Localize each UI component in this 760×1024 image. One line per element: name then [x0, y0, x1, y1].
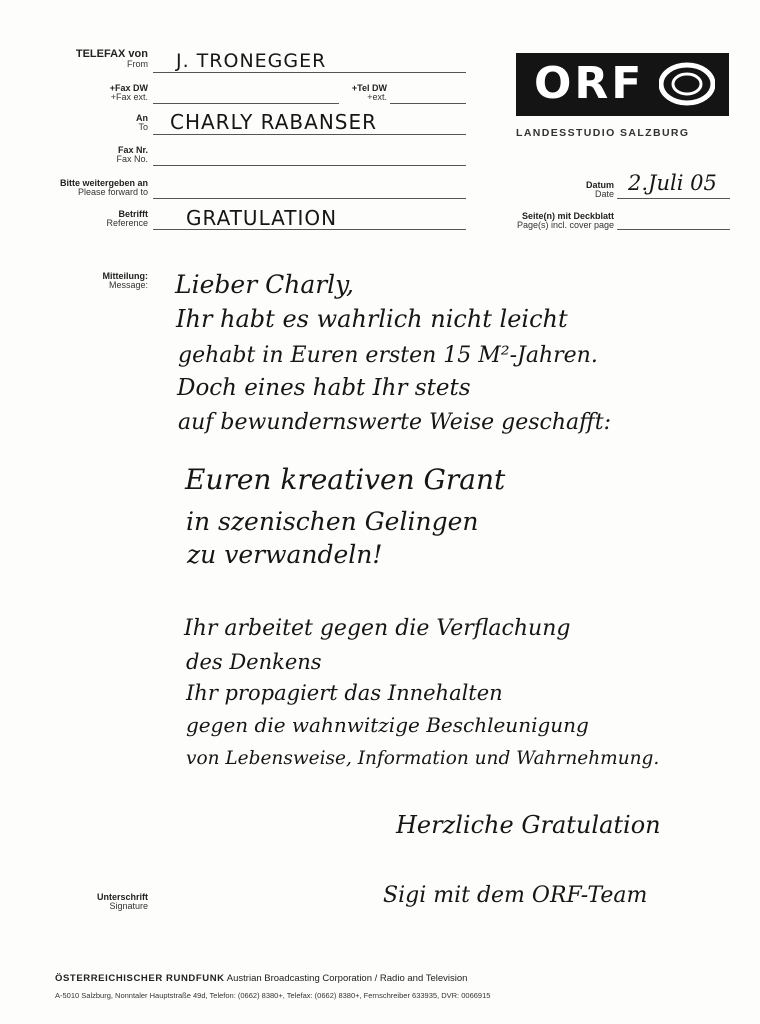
- fax-no-label-en: Fax No.: [116, 154, 148, 164]
- to-label-de: An: [136, 113, 148, 123]
- from-label-en: From: [127, 59, 148, 69]
- message-line: gegen die wahnwitzige Beschleunigung: [186, 713, 589, 737]
- footer-org-en: Austrian Broadcasting Corporation / Radio and Television: [226, 973, 468, 984]
- fax-no-label: [116, 146, 148, 164]
- date-label-de: Datum: [585, 180, 614, 190]
- forward-label-de: Bitte weitergeben an: [59, 178, 148, 188]
- reference-rule: [153, 229, 466, 230]
- orf-logo: [516, 53, 729, 116]
- date-label-en: Date: [594, 189, 614, 199]
- message-label: [103, 272, 149, 290]
- from-label-de: TELEFAX von: [75, 48, 148, 60]
- footer-org: [55, 973, 467, 984]
- from-value: J. TRONEGGER: [176, 50, 327, 72]
- forward-label: [60, 179, 148, 197]
- message-label-en: Message:: [108, 280, 148, 290]
- message-line: Lieber Charly,: [175, 270, 354, 299]
- fax-dw-label-de: +Fax DW: [109, 83, 148, 93]
- tel-dw-label-en: +ext.: [367, 92, 387, 102]
- fax-dw-label: [110, 84, 148, 102]
- fax-no-rule: [153, 165, 466, 166]
- tel-dw-label: [352, 84, 387, 102]
- message-line: Doch eines habt Ihr stets: [177, 375, 471, 401]
- pages-label-de: Seite(n) mit Deckblatt: [521, 211, 614, 221]
- message-label-de: Mitteilung:: [102, 271, 148, 281]
- reference-label-en: Reference: [106, 218, 148, 228]
- date-value: 2.Juli 05: [628, 171, 717, 195]
- from-rule: [153, 72, 466, 73]
- forward-rule: [153, 198, 466, 199]
- forward-label-en: Please forward to: [77, 187, 148, 197]
- studio-name: LANDESSTUDIO SALZBURG: [516, 127, 690, 139]
- reference-value: GRATULATION: [186, 206, 338, 230]
- signature-label-de: Unterschrift: [96, 892, 148, 902]
- tel-dw-label-de: +Tel DW: [351, 83, 387, 93]
- message-line: gehabt in Euren ersten 15 M²-Jahren.: [178, 343, 598, 368]
- message-line: Euren kreativen Grant: [185, 463, 506, 496]
- message-line: in szenischen Gelingen: [186, 507, 479, 536]
- to-rule: [153, 134, 466, 135]
- reference-label-de: Betrifft: [118, 209, 148, 219]
- fax-dw-rule: [153, 103, 339, 104]
- date-rule: [617, 198, 730, 199]
- date-label: [586, 181, 614, 199]
- message-line: auf bewundernswerte Weise geschafft:: [178, 410, 612, 435]
- pages-label-en: Page(s) incl. cover page: [516, 220, 614, 230]
- closing-line: Herzliche Gratulation: [396, 811, 661, 839]
- signature-label-en: Signature: [109, 901, 148, 911]
- message-line: von Lebensweise, Information und Wahrnehmung.: [186, 748, 660, 769]
- pages-label: [517, 212, 614, 230]
- reference-label: [106, 210, 148, 228]
- message-line: Ihr habt es wahrlich nicht leicht: [176, 305, 568, 333]
- signature-label: [97, 893, 148, 911]
- message-line: Ihr propagiert das Innehalten: [186, 681, 503, 705]
- orf-logo-letters: ORF: [534, 58, 645, 109]
- message-line: zu verwandeln!: [187, 540, 383, 569]
- signature-value: Sigi mit dem ORF-Team: [383, 883, 648, 908]
- from-label: [76, 49, 148, 69]
- orf-eye-icon: [659, 62, 715, 106]
- footer-address: A-5010 Salzburg, Nonntaler Hauptstraße 49d, Telefon: (0662) 8380+, Telefax: (0662) 8380+, Fernschreiber 633935, DVR: 0066915: [55, 991, 491, 1000]
- tel-dw-rule: [390, 103, 466, 104]
- to-value: CHARLY RABANSER: [170, 110, 378, 134]
- message-line: des Denkens: [186, 650, 322, 674]
- to-label-en: To: [138, 122, 148, 132]
- message-line: Ihr arbeitet gegen die Verflachung: [184, 616, 571, 641]
- to-label: [136, 114, 148, 132]
- fax-no-label-de: Fax Nr.: [117, 145, 148, 155]
- fax-dw-label-en: +Fax ext.: [110, 92, 148, 102]
- footer-org-name: ÖSTERREICHISCHER RUNDFUNK: [55, 973, 225, 984]
- pages-rule: [617, 229, 730, 230]
